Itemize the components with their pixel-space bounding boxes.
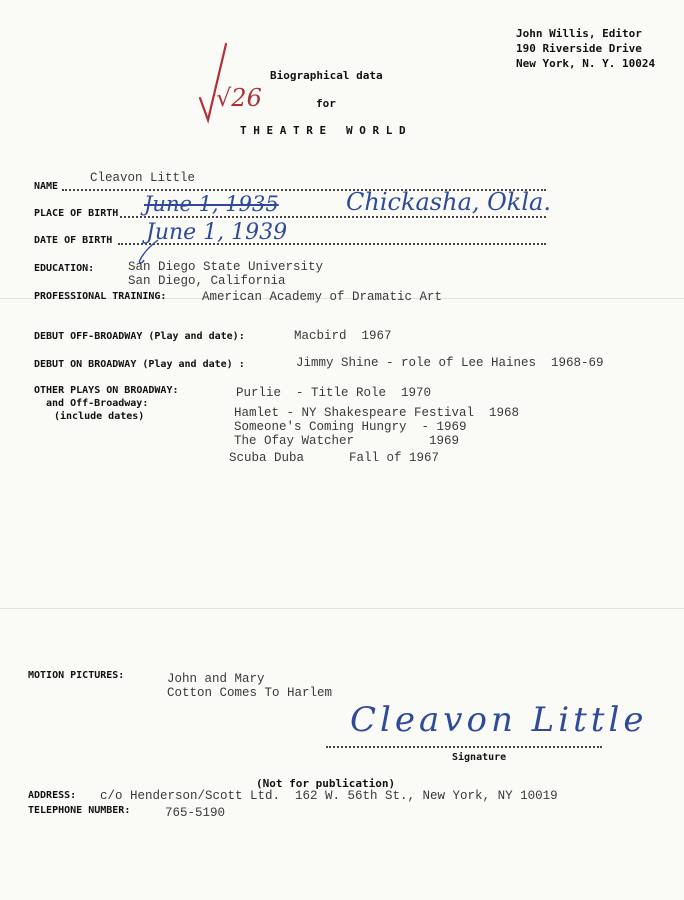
education-label: EDUCATION: xyxy=(34,263,95,274)
debut-broadway-value: Jimmy Shine - role of Lee Haines 1968-69 xyxy=(296,356,604,370)
other-plays-sublabel: and Off-Broadway: xyxy=(46,398,149,409)
debut-broadway-label: DEBUT ON BROADWAY (Play and date) : xyxy=(34,359,245,370)
debut-off-broadway-label: DEBUT OFF-BROADWAY (Play and date): xyxy=(34,331,245,342)
training-label: PROFESSIONAL TRAINING: xyxy=(34,291,167,302)
check-mark-icon xyxy=(196,40,266,130)
education-line-1: San Diego State University xyxy=(128,260,324,274)
other-play-item: Hamlet - NY Shakespeare Festival 1968 xyxy=(234,406,520,420)
heading-line-2: for xyxy=(316,97,336,110)
motion-picture-item: Cotton Comes To Harlem xyxy=(167,686,333,700)
name-label: NAME xyxy=(34,181,59,192)
other-play-item: Purlie - Title Role 1970 xyxy=(236,386,432,400)
address-label: ADDRESS: xyxy=(28,790,77,801)
date-of-birth-label: DATE OF BIRTH xyxy=(34,235,113,246)
name-value: Cleavon Little xyxy=(90,171,196,185)
editor-street: 190 Riverside Drive xyxy=(516,42,642,55)
other-play-item: Scuba Duba Fall of 1967 xyxy=(229,451,440,465)
other-play-item: The Ofay Watcher 1969 xyxy=(234,434,460,448)
signature-label: Signature xyxy=(452,752,507,763)
heading-line-1: Biographical data xyxy=(270,69,383,82)
motion-picture-item: John and Mary xyxy=(167,672,265,686)
signature-dotted-line xyxy=(326,746,602,748)
fold-line xyxy=(0,608,684,609)
motion-pictures-label: MOTION PICTURES: xyxy=(28,670,125,681)
other-plays-label: OTHER PLAYS ON BROADWAY: xyxy=(34,385,179,396)
place-of-birth-handwriting: Chickasha, Okla. xyxy=(346,188,551,216)
signature-handwriting: Cleavon Little xyxy=(350,700,648,740)
place-of-birth-dotted-line xyxy=(120,216,546,218)
training-value: American Academy of Dramatic Art xyxy=(202,290,443,304)
other-play-item: Someone's Coming Hungry - 1969 xyxy=(234,420,467,434)
telephone-label: TELEPHONE NUMBER: xyxy=(28,805,131,816)
debut-off-broadway-value: Macbird 1967 xyxy=(294,329,392,343)
address-value: c/o Henderson/Scott Ltd. 162 W. 56th St., New York, NY 10019 xyxy=(100,789,558,803)
not-for-publication-label: (Not for publication) xyxy=(256,777,396,790)
other-plays-note: (include dates) xyxy=(54,411,145,422)
place-struck-handwriting: June 1, 1935 xyxy=(144,192,279,216)
telephone-value: 765-5190 xyxy=(165,806,226,820)
heading-line-3: T H E A T R E W O R L D xyxy=(240,124,406,137)
editor-name: John Willis, Editor xyxy=(516,27,642,40)
place-of-birth-label: PLACE OF BIRTH xyxy=(34,208,119,219)
education-line-2: San Diego, California xyxy=(128,274,286,288)
date-of-birth-handwriting: June 1, 1939 xyxy=(146,220,288,245)
check-mark-text: √26 xyxy=(216,84,262,112)
editor-city: New York, N. Y. 10024 xyxy=(516,57,656,70)
